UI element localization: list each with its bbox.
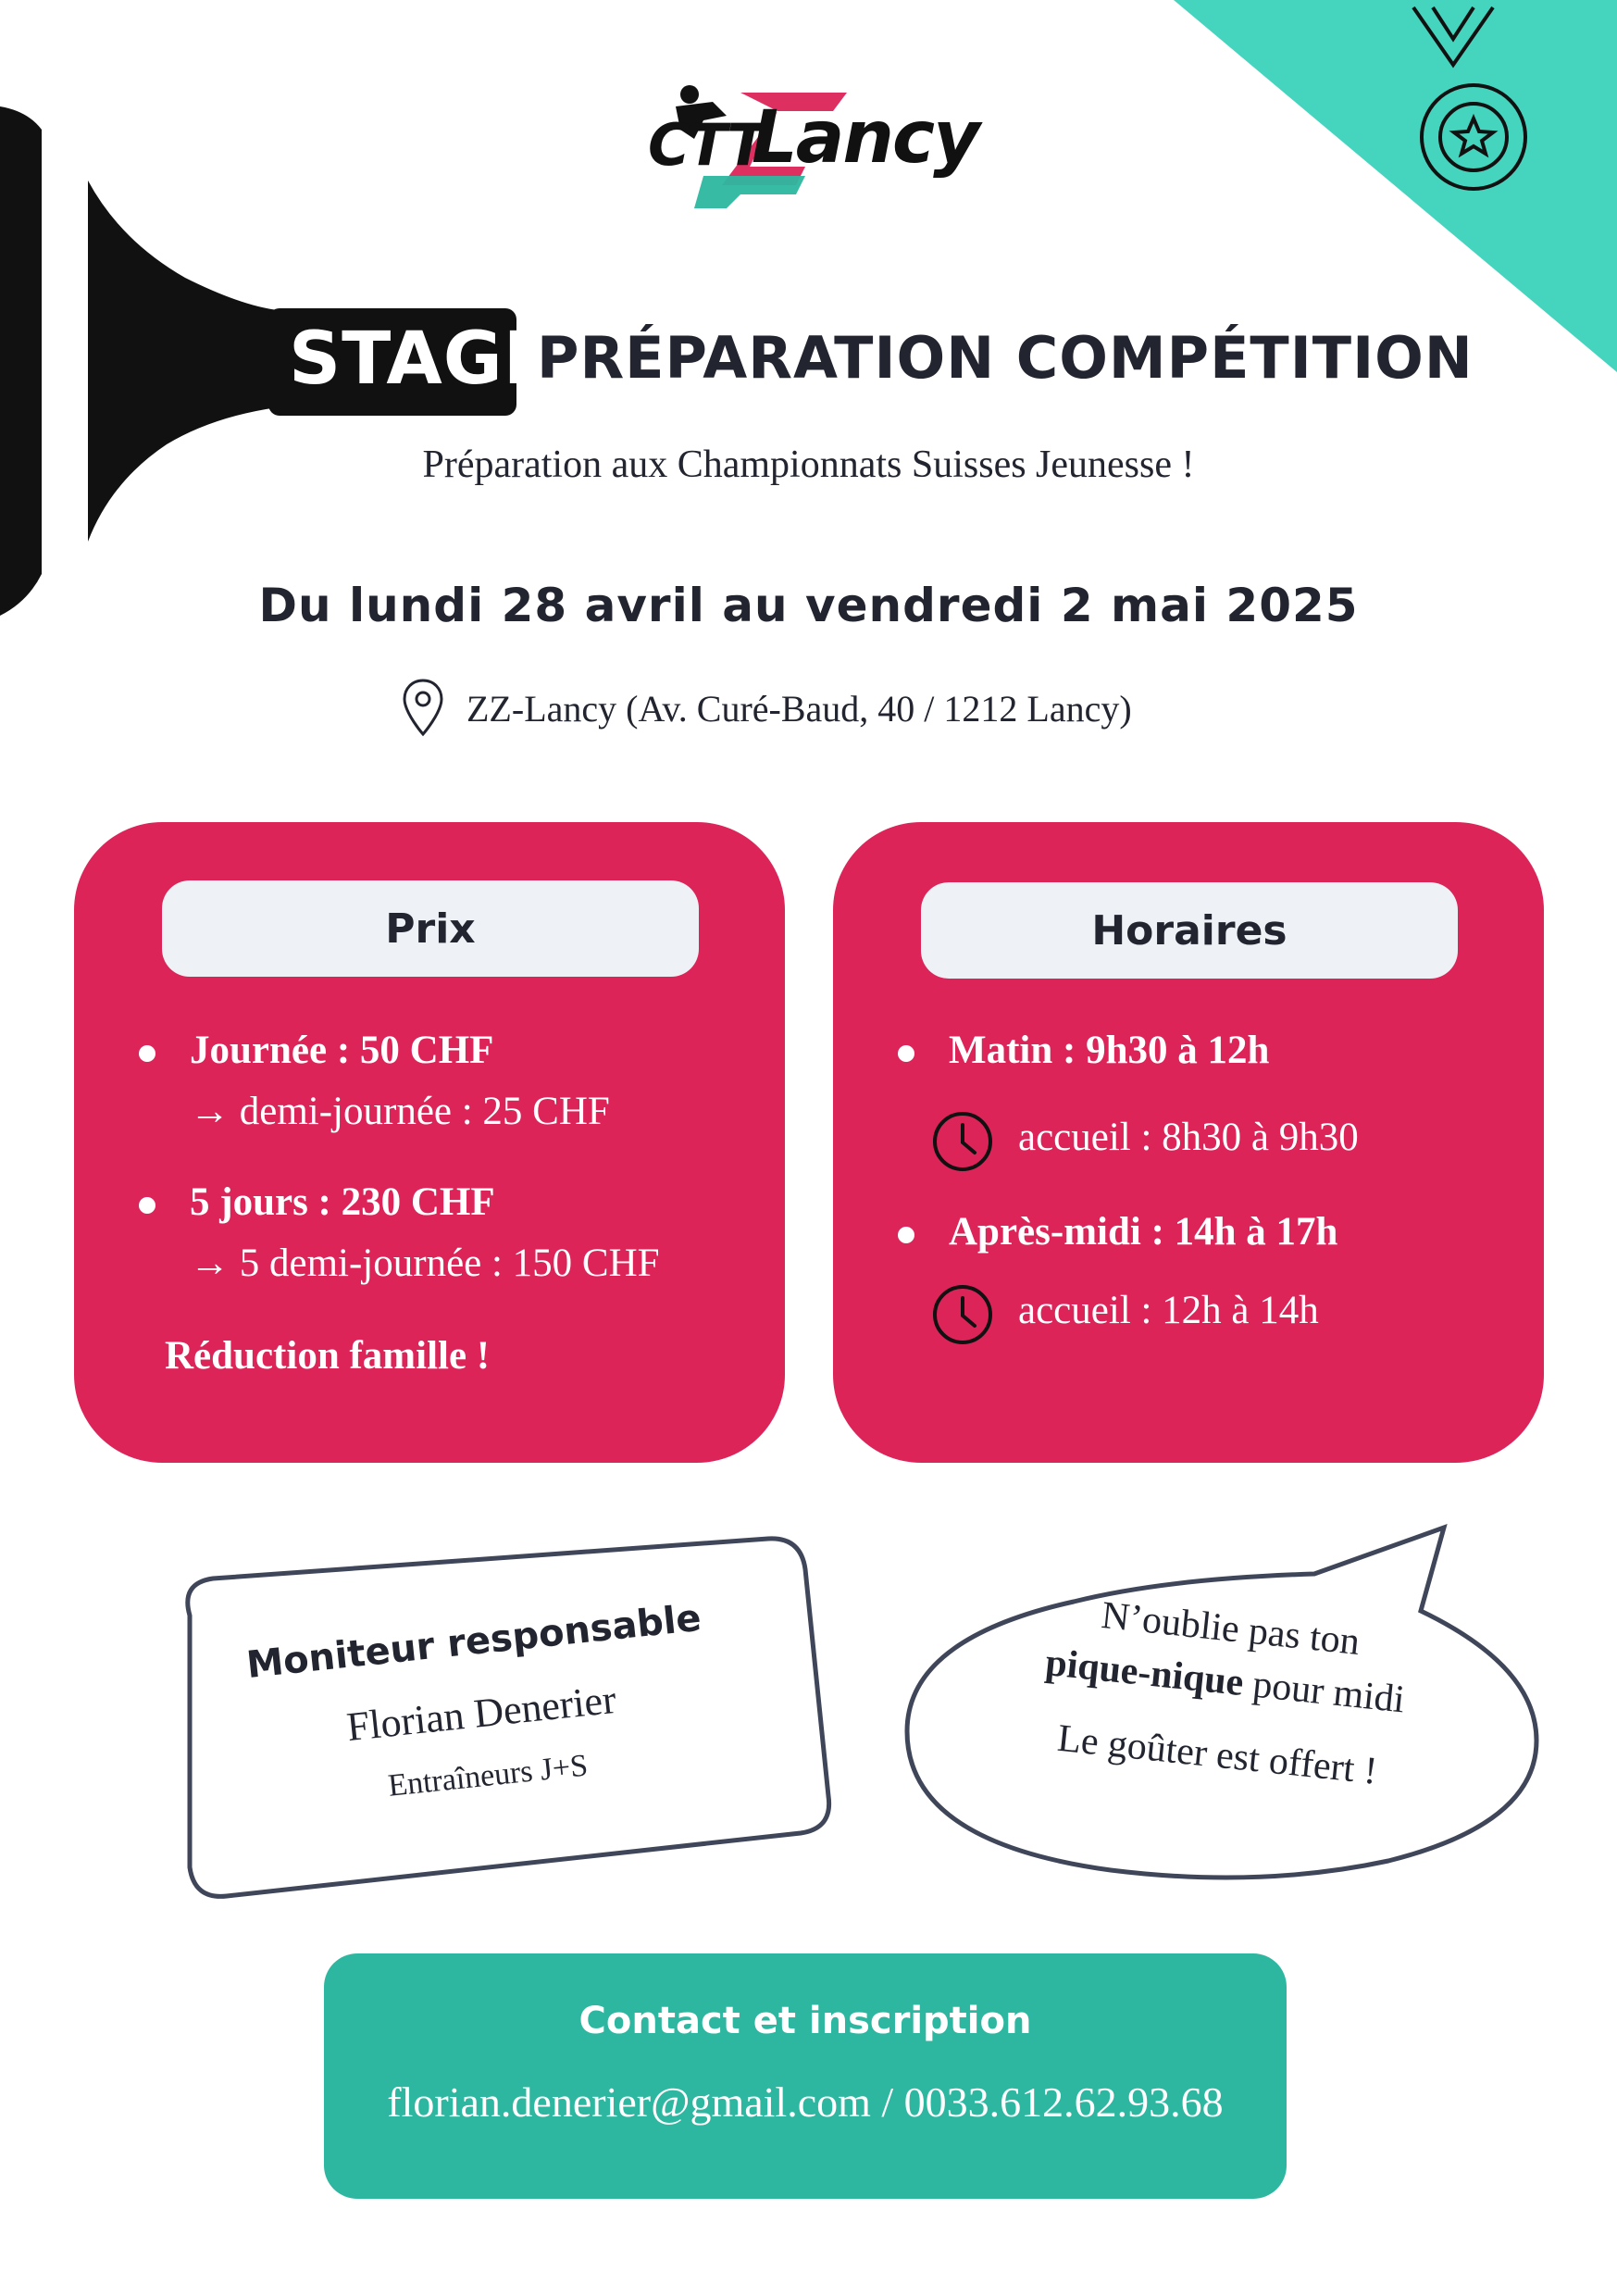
paddle-shape: [0, 106, 42, 616]
page-title: PRÉPARATION COMPÉTITION: [537, 324, 1474, 392]
bullet: [898, 1227, 914, 1243]
horaires-afternoon: Après-midi : 14h à 17h: [949, 1210, 1338, 1254]
logo-text-lancy: Lancy: [752, 96, 978, 180]
club-logo: [639, 74, 981, 213]
logo-text-ctt: CTT: [648, 111, 765, 179]
prix-item-day: Journée : 50 CHF: [190, 1029, 494, 1072]
prix-header: Prix: [162, 880, 699, 977]
location-text: ZZ-Lancy (Av. Curé-Baud, 40 / 1212 Lancy): [466, 688, 1132, 730]
corner-triangle: [1174, 0, 1617, 372]
horaires-morning: Matin : 9h30 à 12h: [949, 1029, 1270, 1072]
prix-item-week: 5 jours : 230 CHF: [190, 1180, 495, 1224]
horaires-header: Horaires: [921, 882, 1458, 979]
moniteur-name: Florian Denerier: [344, 1676, 618, 1751]
contact-box: [324, 1953, 1287, 2199]
bubble-line3: Le goûter est offert !: [1055, 1716, 1380, 1793]
bullet: [139, 1197, 155, 1214]
prix-item-halfday: → demi-journée : 25 CHF: [190, 1090, 610, 1133]
bullet: [898, 1045, 914, 1062]
bubble-bold: pique-nique: [1043, 1641, 1246, 1705]
moniteur-title: Moniteur responsable: [244, 1596, 703, 1688]
horaires-card: [833, 822, 1544, 1463]
subtitle: Préparation aux Championnats Suisses Jeunesse !: [422, 443, 1195, 486]
prix-item-week-halfday: → 5 demi-journée : 150 CHF: [190, 1242, 660, 1285]
bubble-line2-rest: pour midi: [1240, 1662, 1407, 1722]
family-discount: Réduction famille !: [165, 1334, 491, 1378]
horaires-afternoon-accueil: accueil : 12h à 14h: [1018, 1289, 1319, 1332]
contact-info[interactable]: florian.denerier@gmail.com / 0033.612.62.93.68: [387, 2078, 1224, 2126]
event-dates: Du lundi 28 avril au vendredi 2 mai 2025: [258, 579, 1359, 632]
moniteur-role: Entraîneurs J+S: [386, 1748, 590, 1803]
location-pin-icon: [400, 676, 446, 741]
prix-card: [74, 822, 785, 1463]
location-row: [400, 676, 1233, 741]
paddle-bell-shape: [88, 181, 278, 542]
horaires-morning-accueil: accueil : 8h30 à 9h30: [1018, 1116, 1359, 1159]
bullet: [139, 1045, 155, 1062]
contact-title: Contact et inscription: [578, 2000, 1032, 2042]
bubble-line1: N’oublie pas ton: [1099, 1593, 1362, 1665]
title-stage: STAGE: [289, 318, 554, 401]
clock-icon: [930, 1282, 995, 1347]
clock-icon: [930, 1109, 995, 1174]
